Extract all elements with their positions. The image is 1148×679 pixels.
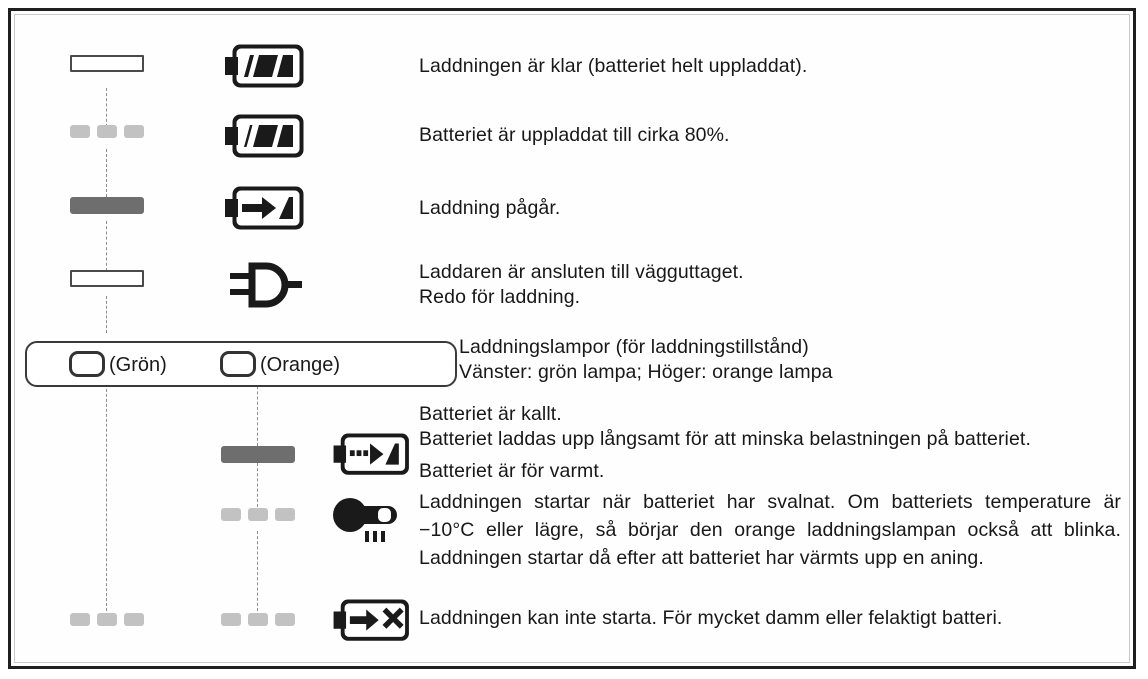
description-connected-ready-line2: Redo för laddning.: [419, 286, 581, 308]
orange-lamp-label: (Orange): [260, 354, 341, 376]
blink-segment: [275, 613, 295, 626]
blink-segment: [221, 613, 241, 626]
description-connected-ready-line1: Laddaren är ansluten till vägguttaget.: [419, 261, 744, 283]
blink-segment: [124, 613, 144, 626]
green-lamp-row-3: [70, 197, 144, 214]
blink-segment: [221, 508, 241, 521]
description-battery-cold-line1: Batteriet är kallt.: [419, 403, 562, 425]
blink-segment: [248, 508, 268, 521]
blink-segment: [97, 125, 117, 138]
power-plug-icon: [228, 259, 308, 311]
green-lamp-row-7: [70, 611, 144, 628]
green-column-connector-2: [106, 149, 107, 197]
lamp-box-caption-line1: Laddningslampor (för laddningstillstånd): [459, 336, 809, 358]
diagram-frame: [8, 8, 1136, 669]
description-charge-complete: Laddningen är klar (batteriet helt uppladdat).: [419, 55, 808, 77]
green-lamp-row-4: [70, 270, 144, 287]
green-column-connector-4: [106, 296, 107, 333]
description-charged-80: Batteriet är uppladdat till cirka 80%.: [419, 124, 730, 146]
description-battery-hot-line1: Batteriet är för varmt.: [419, 460, 605, 482]
battery-slow-charging-icon: [331, 433, 411, 481]
green-lamp-label: (Grön): [109, 354, 167, 376]
orange-lamp-row-5: [221, 446, 295, 463]
green-lamp-shape: [69, 351, 105, 377]
blink-segment: [70, 125, 90, 138]
blink-segment: [124, 125, 144, 138]
description-charging: Laddning pågår.: [419, 197, 561, 219]
green-column-connector-3: [106, 221, 107, 271]
orange-lamp-row-7: [221, 611, 295, 628]
description-battery-cold-line2: Batteriet laddas upp långsamt för att minska belastningen på batteriet.: [419, 428, 1031, 450]
orange-column-connector-3: [257, 531, 258, 611]
green-lamp-row-2: [70, 123, 144, 140]
battery-error-icon: [331, 599, 411, 647]
battery-full-icon: [223, 44, 305, 94]
description-battery-hot-body: Laddningen startar när batteriet har svalnat. Om batteriets temperature är −10°C eller lägre, så börjar den orange laddningslampan också att blinka. Laddningen startar då efter att batteriet har värmts upp en aning.: [419, 491, 1121, 569]
blink-segment: [275, 508, 295, 521]
orange-column-connector-1: [257, 381, 258, 446]
battery-80-icon: [223, 114, 305, 164]
blink-segment: [70, 613, 90, 626]
blink-segment: [97, 613, 117, 626]
battery-charging-icon: [223, 186, 305, 236]
lamp-box-caption-line2: Vänster: grön lampa; Höger: orange lampa: [459, 361, 833, 383]
green-column-connector-5: [106, 379, 107, 611]
orange-lamp-shape: [220, 351, 256, 377]
blink-segment: [248, 613, 268, 626]
description-charging-error: Laddningen kan inte starta. För mycket damm eller felaktigt batteri.: [419, 607, 1003, 629]
orange-column-connector-2: [257, 463, 258, 507]
thermometer-icon: [331, 493, 411, 549]
orange-lamp-row-6: [221, 506, 295, 523]
lamp-legend-box: [25, 341, 457, 387]
green-lamp-row-1: [70, 55, 144, 72]
